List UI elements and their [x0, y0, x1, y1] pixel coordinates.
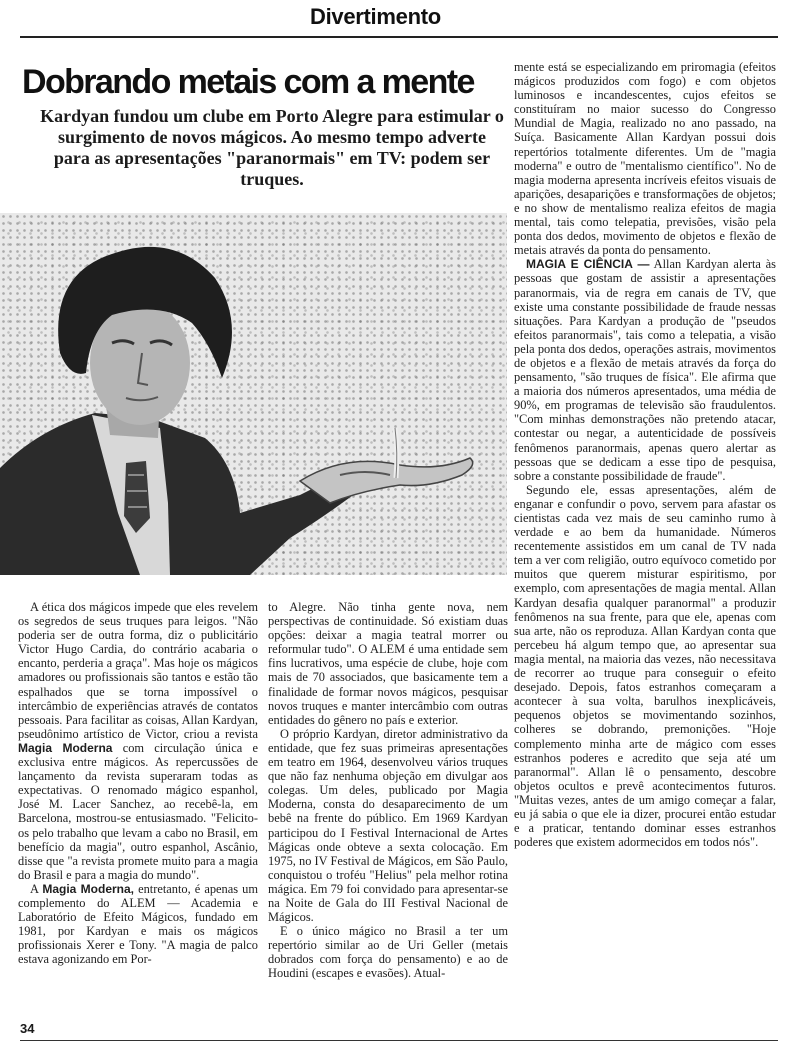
paragraph: A Magia Moderna, entretanto, é apenas um complemento do ALEM — Academia e Laboratório de Efeito Mágicos, fundado em 1981, por Kardyan e mais os mágicos profissionais Xerer e Tony. "A magia de palco estava agonizando em Por-: [18, 881, 258, 967]
paragraph: to Alegre. Não tinha gente nova, nem perspectivas de continuidade. Só existiam duas opções: deixar a magia teatral morrer ou reformular tudo". O ALEM é uma entidade sem fins lucrativos, uma espécie de clube, hoje com mais de 70 associados, que basicamente tem a finalidade de formar novos mágicos, pesquisar novos truques e manter intercâmbio com outras entidades do gênero no país e exterior.: [268, 600, 508, 727]
paragraph: Segundo ele, essas apresentações, além de enganar e confundir o povo, servem para afastar os cientistas cada vez mais de seu caminho rumo à verdade e ao bem da humanidade. Números recentemente assistidos em um canal de TV nada tem a ver com religião, outro equívoco cometido por muitos que querem misturar espiritismo, por exemplo, com apresentações de magia mental. Allan Kardyan desafia qualquer paranormal" a produzir fenômenos na sua frente, para que ele, apenas com sua arte, não os reproduza. Allan Kardyan conta que percebeu há algum tempo que, ao apresentar sua magia mental, na maioria das vezes, não necessitava de recorrer ao truque para conseguir o efeito desejado. Depois, fatos estranhos começaram a acontecer à sua volta, barulhos inexplicáveis, pequenos objetos se movimentando sozinhos, colheres se dobrando, premonições. "Hoje complemento minha arte de mágico com esses estranhos poderes e acredito que seja até um paranormal". Allan lê o pensamento, descobre objetos ocultos e prevê acontecimentos futuros. "Muitas vezes, antes de um amigo começar a falar, eu já sabia o que ele ia dizer, procurei então estudar e a praticar, tentando dominar esses estranhos poderes que existem adormecidos em todos nós".: [514, 482, 776, 850]
paragraph: E o único mágico no Brasil a ter um repertório similar ao de Uri Geller (metais dobrados com força do pensamento) e ao de Houdini (escapes e evasões). Atual-: [268, 924, 508, 981]
paragraph: O próprio Kardyan, diretor administrativo da entidade, que fez suas primeiras apresentações em teatro em 1964, desenvolveu vários truques que não faz nenhuma objeção em divulgar aos colegas. Um deles, publicado por Magia Moderna, consta do desaparecimento de um bebê na frente do público. Em 1969 Kardyan participou do I Festival Internacional de Artes Mágicas onde obteve a sexta colocação. Em 1975, no IV Festival de Mágicos, em São Paulo, conquistou o troféu "Helius" pela melhor rotina mágica. Em 79 foi convidado para apresentar-se na Noite de Gala do III Festival Nacional de Mágicos.: [268, 726, 508, 925]
article-headline: Dobrando metais com a mente: [22, 63, 474, 101]
magician-illustration: [0, 213, 507, 575]
body-column-3: [514, 60, 776, 849]
footer-rule: [20, 1040, 778, 1041]
magician-photo: [0, 213, 507, 575]
paragraph: MAGIA E CIÊNCIA — Allan Kardyan alerta às pessoas que gostam de assistir a apresentações paranormais, via de regra em canais de TV, que existe uma constante possibilidade de fraude nessas situações. Para Kardyan a produção de "pseudos efeitos paranormais", tais como a telepatia, a visão pela ponta dos dedos, operações astrais, movimentos de objetos e a flexão de metais através da força do pensamento, "são truques de física". Ele afirma que a maioria dos números apresentados, uma média de 90%, em programas de televisão são fraudulentos. "Com minhas demonstrações não pretendo atacar, contestar ou negar, a autenticidade de possíveis fenômenos paranormais, apenas quero alertar as pessoas que se dedicam a esse tipo de pesquisa, sobre a constante possibilidade de fraude".: [514, 257, 776, 483]
paragraph: mente está se especializando em priromagia (efeitos mágicos produzidos com fogo) e com objetos luminosos e incandescentes, cujos efeitos se constituíram no maior sucesso do Congresso Mundial de Magia, realizado no ano passado, na Suíça. Basicamente Allan Kardyan possui dois repertórios totalmente diferentes. Um de "magia moderna" e outro de "mentalismo científico". No de magia moderna apresenta incríveis efeitos visuais de aparições, desaparições e transformações de objetos; e no show de mentalismo realiza efeitos de magia mental, tais como telepatia, previsões, visão pela ponta dos dedos, movimento de objetos e flexão de metais através da ponta do pensamento.: [514, 60, 776, 258]
body-column-1: [18, 600, 258, 966]
section-title: Divertimento: [310, 4, 441, 29]
header-rule: [20, 36, 778, 38]
subheading: MAGIA E CIÊNCIA —: [526, 257, 650, 272]
paragraph: A ética dos mágicos impede que eles revelem os segredos de seus truques para leigos. "Não poderia ser de outra forma, diz o publicitário Victor Hugo Cardia, do contrário acabaria o encanto, perderia a graça". Mas hoje os mágicos amadores ou profissionais são tantos e estão tão espalhados que se torna impossível o intercâmbio de experiências através de contatos pessoais. Para facilitar as coisas, Allan Kardyan, pseudônimo artístico de Victor, criou a revista Magia Moderna com circulação única e exclusiva entre mágicos. As repercussões de lançamento da revista superaram todas as expectativas. O renomado mágico espanhol, José M. Lacer Sanchez, ao recebê-la, em Barcelona, mostrou-se entusiasmado. "Felicito-os pelo trabalho que levam a cabo no Brasil, em benefício da magia", outro espanhol, Ascânio, disse que "a revista promete muito para a magia do Brasil e para a magia do mundo".: [18, 600, 258, 882]
body-column-2: [268, 600, 508, 981]
article-deck: Kardyan fundou um clube em Porto Alegre para estimular o surgimento de novos mágicos. Ao mesmo tempo adverte para as apresentações "paranormais" em TV: podem ser truques.: [40, 106, 504, 189]
page-number: 34: [20, 1021, 35, 1036]
